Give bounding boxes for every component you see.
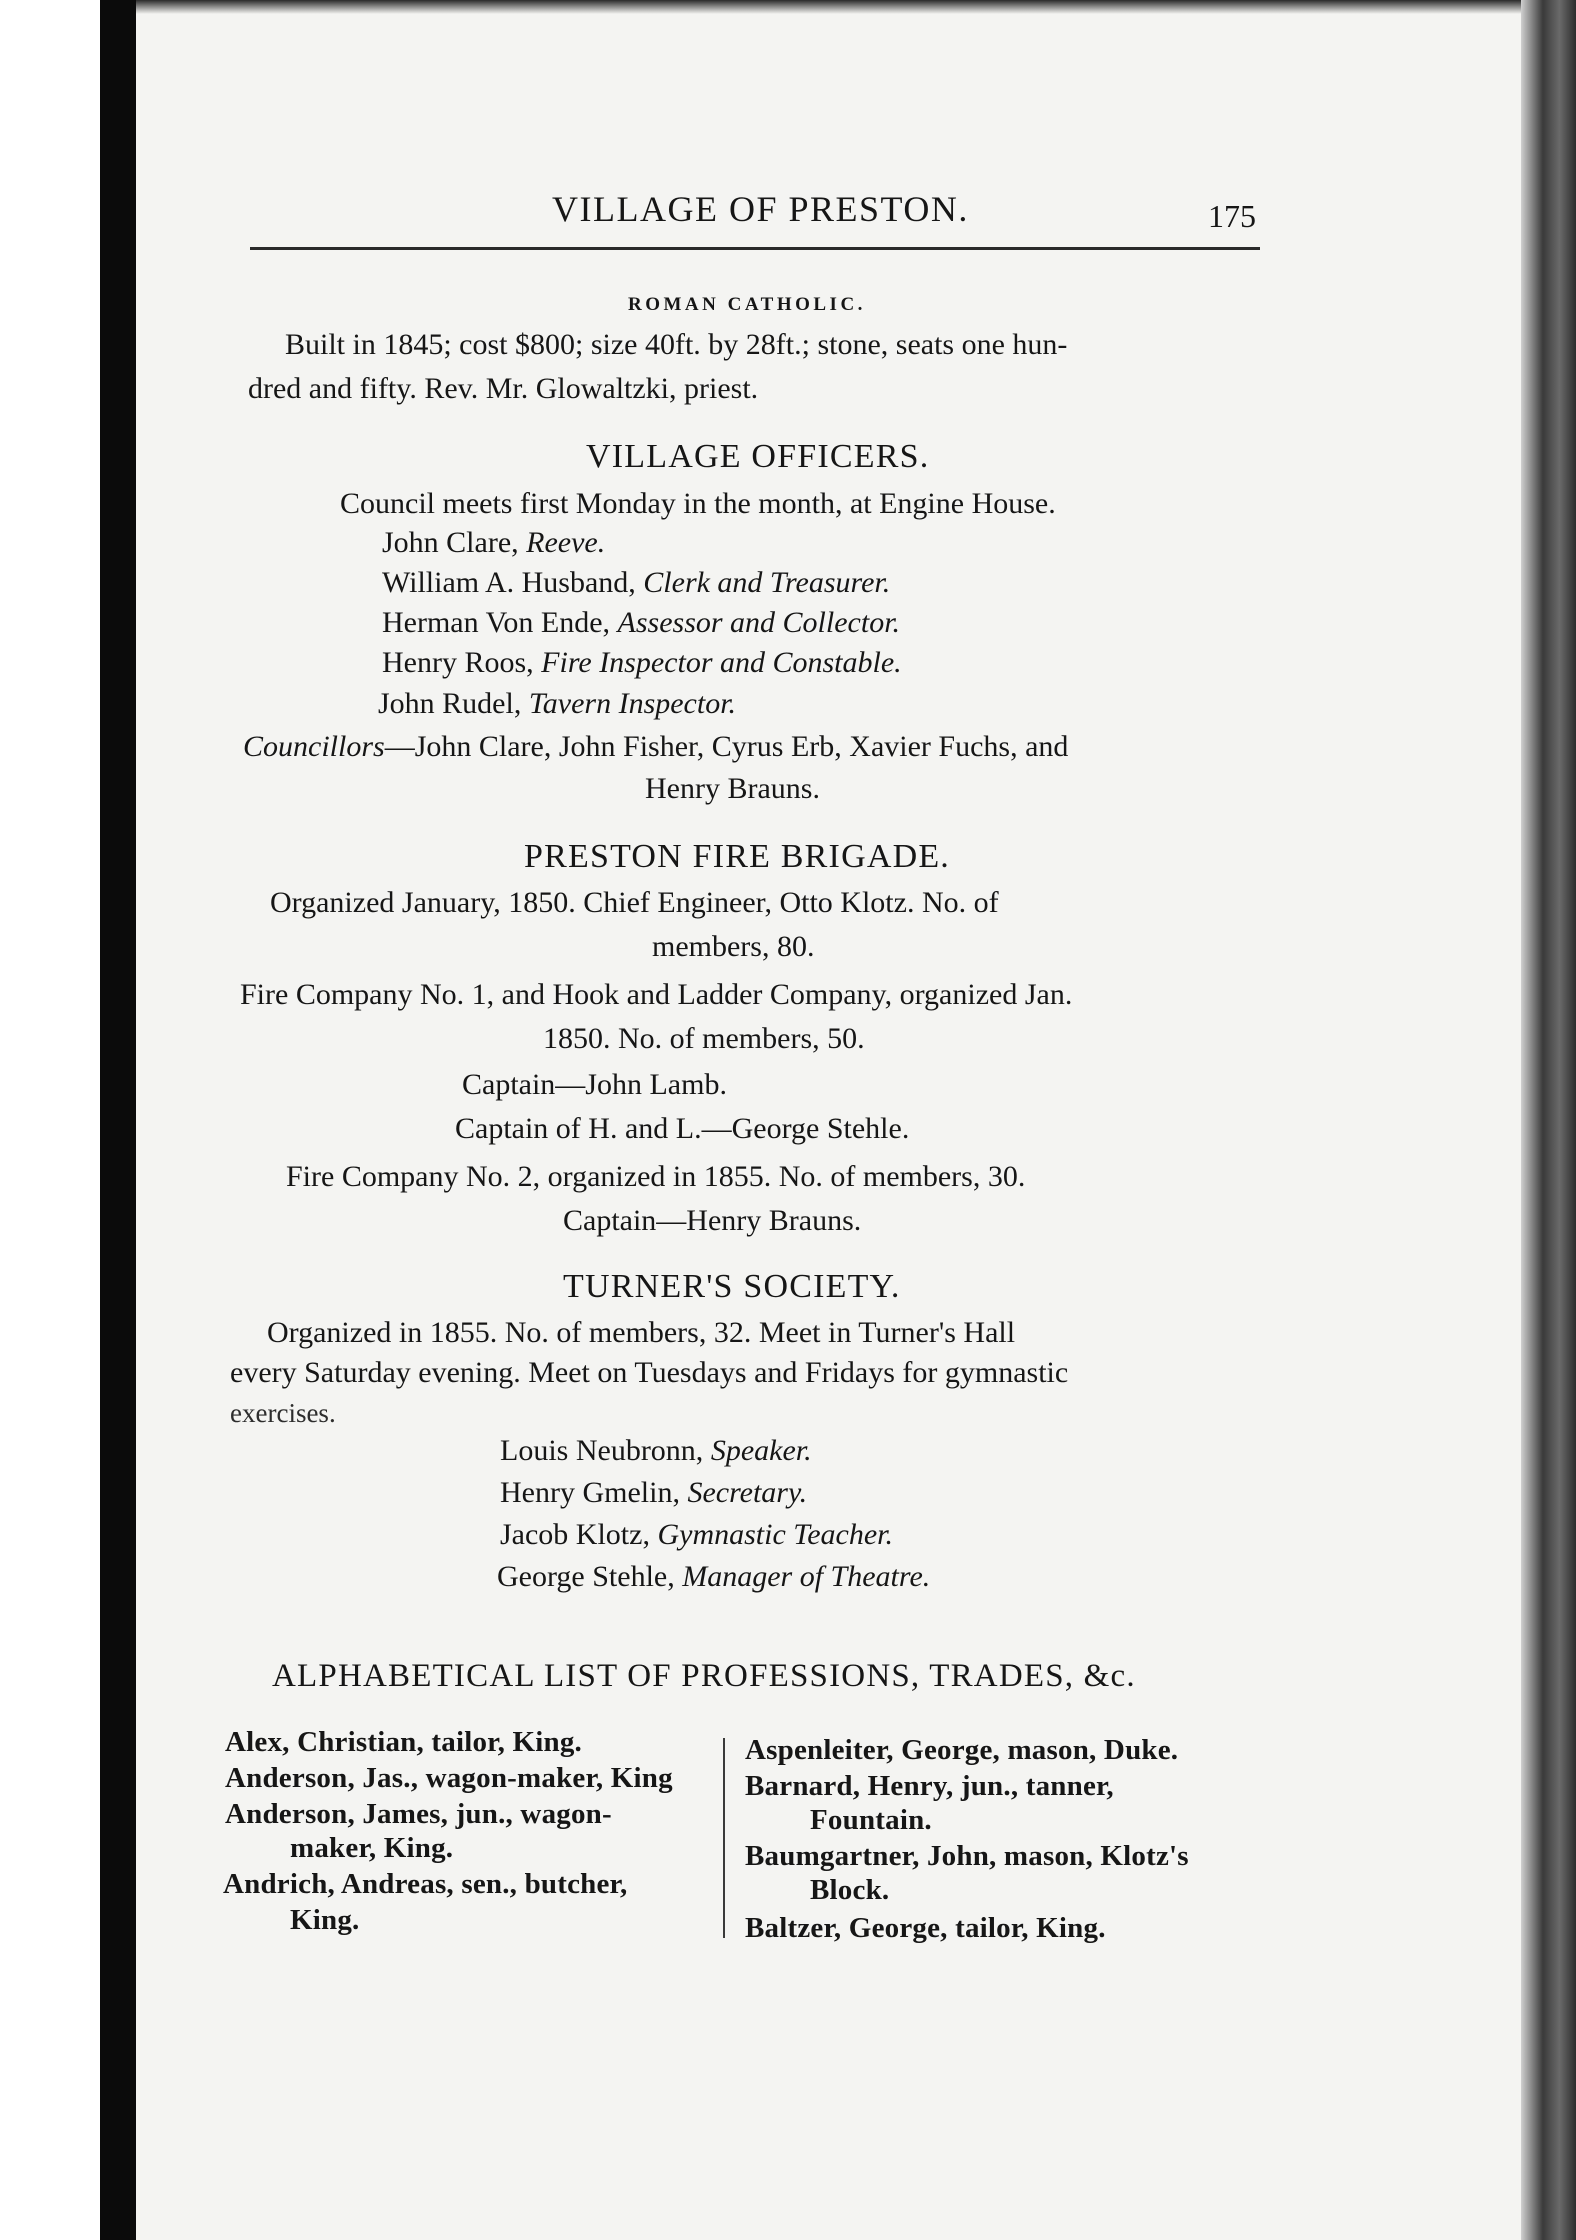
book-binding-edge <box>100 0 136 2240</box>
member-name: Jacob Klotz, <box>500 1518 650 1551</box>
officer-entry <box>382 646 902 680</box>
officer-title: Fire Inspector and Constable. <box>541 646 902 679</box>
directory-entry: Aspenleiter, George, mason, Duke. <box>745 1734 1179 1766</box>
member-title: Manager of Theatre. <box>682 1560 931 1593</box>
directory-entry-continuation: maker, King. <box>290 1832 454 1864</box>
running-header-title: VILLAGE OF PRESTON. <box>552 189 969 229</box>
member-name: George Stehle, <box>497 1560 675 1593</box>
officer-name: Henry Roos, <box>382 646 534 679</box>
officer-title: Assessor and Collector. <box>617 606 901 639</box>
fire-brigade-line-6: Captain of H. and L.—George Stehle. <box>455 1112 910 1145</box>
officer-name: William A. Husband, <box>382 566 636 599</box>
roman-catholic-line-2: dred and fifty. Rev. Mr. Glowaltzki, priest. <box>248 372 759 405</box>
councillors-line-1 <box>243 730 1068 764</box>
member-entry <box>497 1560 930 1594</box>
officer-name: Herman Von Ende, <box>382 606 611 639</box>
roman-catholic-line-1: Built in 1845; cost $800; size 40ft. by 28ft.; stone, seats one hun- <box>285 328 1068 361</box>
councillors-label: Councillors <box>243 730 385 763</box>
member-name: Louis Neubronn, <box>500 1434 704 1467</box>
header-rule <box>250 247 1260 250</box>
council-meeting-line: Council meets first Monday in the month, at Engine House. <box>340 487 1056 520</box>
member-entry <box>500 1434 812 1468</box>
officer-entry <box>382 566 890 600</box>
officer-name: John Rudel, <box>378 687 522 720</box>
page-top-edge <box>136 0 1521 14</box>
directory-entry: Barnard, Henry, jun., tanner, <box>745 1770 1114 1802</box>
scan-left-margin <box>0 0 100 2240</box>
member-entry <box>500 1476 807 1510</box>
directory-entry-continuation: King. <box>290 1904 360 1936</box>
officer-title: Tavern Inspector. <box>528 687 737 720</box>
fire-brigade-line-4: 1850. No. of members, 50. <box>543 1022 865 1055</box>
section-heading-fire-brigade: PRESTON FIRE BRIGADE. <box>524 838 951 875</box>
section-heading-turners-society: TURNER'S SOCIETY. <box>563 1268 901 1305</box>
column-divider <box>723 1738 725 1938</box>
fire-brigade-line-5: Captain—John Lamb. <box>462 1068 727 1101</box>
fire-brigade-line-3: Fire Company No. 1, and Hook and Ladder Company, organized Jan. <box>240 978 1073 1011</box>
section-heading-professions: ALPHABETICAL LIST OF PROFESSIONS, TRADES, &c. <box>272 1658 1136 1694</box>
member-title: Gymnastic Teacher. <box>657 1518 894 1551</box>
fire-brigade-line-2: members, 80. <box>652 930 815 963</box>
page-right-edge <box>1521 0 1576 2240</box>
section-heading-roman-catholic: ROMAN CATHOLIC. <box>628 294 866 315</box>
directory-entry-continuation: Fountain. <box>810 1804 932 1836</box>
officer-name: John Clare, <box>382 526 519 559</box>
directory-entry: Baumgartner, John, mason, Klotz's <box>745 1840 1189 1872</box>
section-heading-village-officers: VILLAGE OFFICERS. <box>586 438 930 475</box>
officer-entry <box>382 526 605 560</box>
directory-entry: Baltzer, George, tailor, King. <box>745 1912 1106 1944</box>
officer-entry <box>382 606 900 640</box>
fire-brigade-line-1: Organized January, 1850. Chief Engineer, Otto Klotz. No. of <box>270 886 999 919</box>
directory-entry: Andrich, Andreas, sen., butcher, <box>223 1868 628 1900</box>
member-name: Henry Gmelin, <box>500 1476 680 1509</box>
turners-line-3: exercises. <box>230 1398 336 1428</box>
turners-line-1: Organized in 1855. No. of members, 32. Meet in Turner's Hall <box>267 1316 1016 1349</box>
directory-entry: Anderson, Jas., wagon-maker, King <box>225 1762 673 1794</box>
councillors-names: —John Clare, John Fisher, Cyrus Erb, Xavier Fuchs, and <box>384 730 1069 763</box>
member-entry <box>500 1518 893 1552</box>
page-number: 175 <box>1208 198 1256 234</box>
officer-title: Reeve. <box>526 526 606 559</box>
member-title: Secretary. <box>687 1476 808 1509</box>
directory-entry: Anderson, James, jun., wagon- <box>225 1798 612 1830</box>
directory-entry-continuation: Block. <box>810 1874 890 1906</box>
officer-entry <box>378 687 736 721</box>
member-title: Speaker. <box>710 1434 812 1467</box>
turners-line-2: every Saturday evening. Meet on Tuesdays and Fridays for gymnastic <box>230 1356 1069 1389</box>
councillors-line-2: Henry Brauns. <box>645 772 820 805</box>
fire-brigade-line-8: Captain—Henry Brauns. <box>563 1204 862 1237</box>
directory-entry: Alex, Christian, tailor, King. <box>225 1726 582 1758</box>
officer-title: Clerk and Treasurer. <box>643 566 891 599</box>
fire-brigade-line-7: Fire Company No. 2, organized in 1855. No. of members, 30. <box>286 1160 1026 1193</box>
